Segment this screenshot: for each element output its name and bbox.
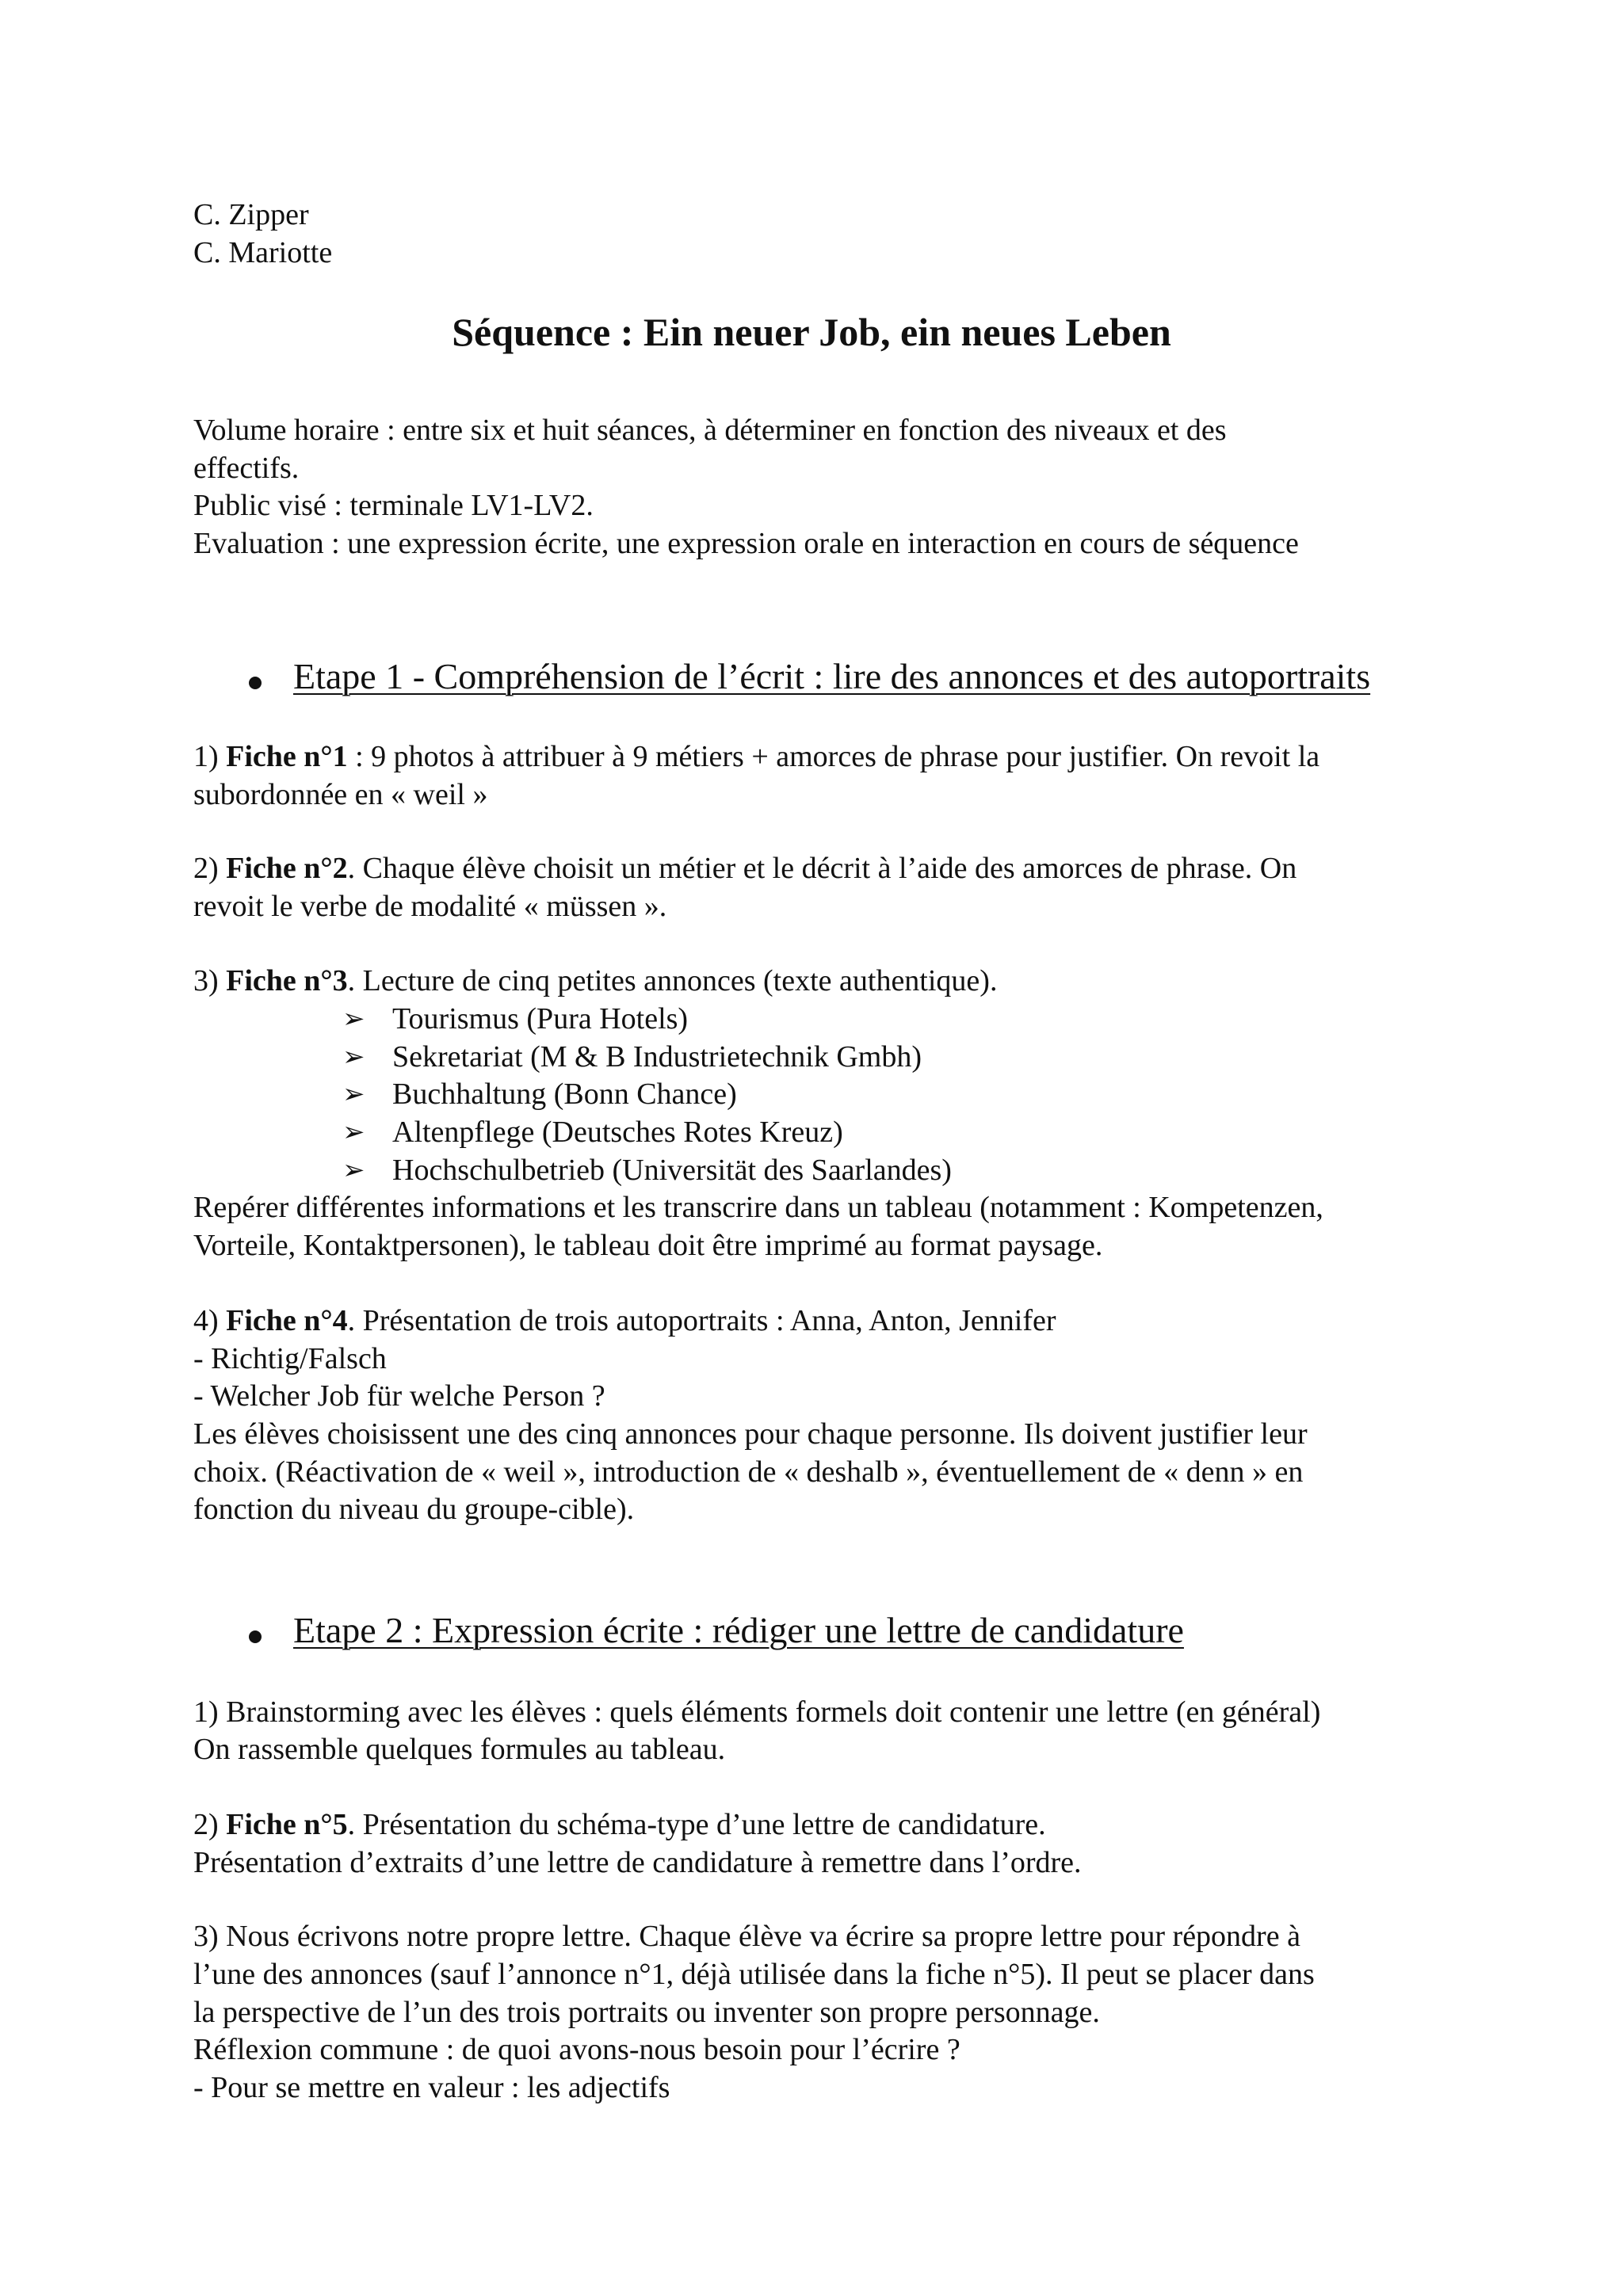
etape1-item4-line1 (193, 1302, 1056, 1340)
etape1-item3-after-line1: Repérer différentes informations et les transcrire dans un tableau (notamment : Kompetenzen, (193, 1191, 1323, 1224)
arrow-bullet-icon: ➢ (342, 1041, 365, 1073)
etape2-item3-line1: 3) Nous écrivons notre propre lettre. Chaque élève va écrire sa propre lettre pour répondre à (193, 1920, 1300, 1953)
list-item: Buchhaltung (Bonn Chance) (392, 1077, 737, 1111)
author-2: C. Mariotte (193, 236, 333, 269)
etape2-item3-line4: Réflexion commune : de quoi avons-nous besoin pour l’écrire ? (193, 2033, 960, 2066)
item-text: . Lecture de cinq petites annonces (texte authentique). (347, 964, 998, 997)
item-text: . Présentation du schéma-type d’une lettre de candidature. (347, 1808, 1046, 1841)
item-number: 2) (193, 852, 227, 885)
etape1-item2-line2: revoit le verbe de modalité « müssen ». (193, 890, 667, 923)
etape2-item3-line5: - Pour se mettre en valeur : les adjectifs (193, 2071, 670, 2104)
etape2-item1-line1: 1) Brainstorming avec les élèves : quels éléments formels doit contenir une lettre (en général) (193, 1695, 1321, 1729)
bullet-dot-etape2 (249, 1630, 262, 1643)
item-number: 3) (193, 964, 227, 997)
etape1-item4-line6: fonction du niveau du groupe-cible). (193, 1493, 635, 1526)
item-number: 1) (193, 740, 227, 773)
etape1-item4-line2: - Richtig/Falsch (193, 1342, 387, 1375)
author-1: C. Zipper (193, 198, 309, 231)
etape1-item3-line1 (193, 962, 997, 1000)
document-title: Séquence : Ein neuer Job, ein neues Leben (452, 310, 1171, 354)
list-item: Tourismus (Pura Hotels) (392, 1002, 689, 1035)
etape1-heading: Etape 1 - Compréhension de l’écrit : lire des annonces et des autoportraits (293, 656, 1371, 696)
fiche-label: Fiche n°3 (226, 964, 348, 997)
fiche-label: Fiche n°2 (226, 852, 348, 885)
arrow-bullet-icon: ➢ (342, 1003, 365, 1035)
fiche-label: Fiche n°1 (226, 740, 348, 773)
fiche-label: Fiche n°4 (226, 1304, 348, 1337)
arrow-bullet-icon: ➢ (342, 1078, 365, 1110)
etape2-heading: Etape 2 : Expression écrite : rédiger une lettre de candidature (293, 1610, 1184, 1650)
list-item: Hochschulbetrieb (Universität des Saarlandes) (392, 1154, 952, 1187)
item-text: . Chaque élève choisit un métier et le décrit à l’aide des amorces de phrase. On (347, 852, 1297, 885)
fiche-label: Fiche n°5 (226, 1808, 348, 1841)
etape1-item4-line4: Les élèves choisissent une des cinq annonces pour chaque personne. Ils doivent justifier leur (193, 1417, 1308, 1451)
intro-volume-line2: effectifs. (193, 452, 300, 485)
item-number: 4) (193, 1304, 227, 1337)
etape2-item1-line2: On rassemble quelques formules au tableau. (193, 1733, 726, 1766)
intro-evaluation: Evaluation : une expression écrite, une expression orale en interaction en cours de séquence (193, 527, 1299, 560)
etape1-item3-after-line2: Vorteile, Kontaktpersonen), le tableau doit être imprimé au format paysage. (193, 1229, 1103, 1262)
etape2-item3-line2: l’une des annonces (sauf l’annonce n°1, déjà utilisée dans la fiche n°5). Il peut se placer dans (193, 1958, 1315, 1991)
etape1-item2-line1 (193, 849, 1296, 887)
arrow-bullet-icon: ➢ (342, 1154, 365, 1186)
intro-volume-line1: Volume horaire : entre six et huit séances, à déterminer en fonction des niveaux et des (193, 414, 1227, 447)
etape2-item3-line3: la perspective de l’un des trois portraits ou inventer son propre personnage. (193, 1996, 1100, 2029)
item-number: 2) (193, 1808, 227, 1841)
etape2-item2-line1 (193, 1806, 1046, 1844)
bullet-dot-etape1 (249, 677, 262, 689)
item-text: : 9 photos à attribuer à 9 métiers + amorces de phrase pour justifier. On revoit la (347, 740, 1320, 773)
etape1-item1-line1 (193, 738, 1319, 776)
etape1-item1-line2: subordonnée en « weil » (193, 778, 488, 811)
item-text: . Présentation de trois autoportraits : Anna, Anton, Jennifer (347, 1304, 1056, 1337)
arrow-bullet-icon: ➢ (342, 1116, 365, 1148)
intro-public: Public visé : terminale LV1-LV2. (193, 489, 594, 522)
etape1-item4-line3: - Welcher Job für welche Person ? (193, 1379, 605, 1413)
etape2-item2-line2: Présentation d’extraits d’une lettre de candidature à remettre dans l’ordre. (193, 1846, 1082, 1879)
etape1-item4-line5: choix. (Réactivation de « weil », introduction de « deshalb », éventuellement de « denn » en (193, 1455, 1304, 1489)
list-item: Sekretariat (M & B Industrietechnik Gmbh) (392, 1040, 922, 1074)
list-item: Altenpflege (Deutsches Rotes Kreuz) (392, 1116, 843, 1149)
